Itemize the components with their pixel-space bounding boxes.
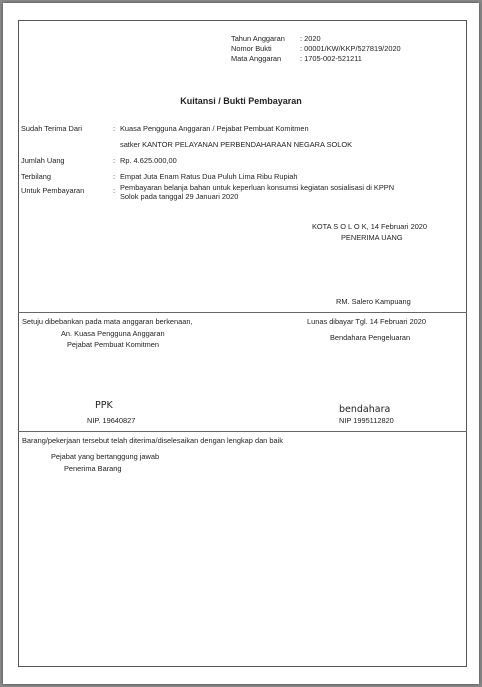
jumlah-label: Jumlah Uang <box>21 156 65 165</box>
receiver-name: RM. Salero Kampuang <box>336 297 411 306</box>
document-title: Kuitansi / Bukti Pembayaran <box>180 96 302 106</box>
tahun-value: : 2020 <box>300 34 321 43</box>
divider-goods <box>18 431 467 432</box>
mata-label: Mata Anggaran <box>231 54 282 63</box>
terbilang-value: Empat Juta Enam Ratus Dua Puluh Lima Ribu Rupiah <box>120 172 298 181</box>
place-date: KOTA S O L O K, 14 Februari 2020 <box>312 222 428 231</box>
jumlah-sep: : <box>113 156 116 165</box>
tahun-label: Tahun Anggaran <box>231 34 285 43</box>
approval-left-line1: Setuju dibebankan pada mata anggaran berkenaan, <box>22 317 193 326</box>
untuk-label: Untuk Pembayaran <box>21 186 85 195</box>
goods-line1: Barang/pekerjaan tersebut telah diterima/diselesaikan dengan lengkap dan baik <box>22 436 283 445</box>
bukti-value: : 00001/KW/KKP/527819/2020 <box>300 44 401 53</box>
terbilang-sep: : <box>113 172 116 181</box>
bendahara-nip: NIP 1995112820 <box>339 416 394 425</box>
approval-right-line1: Lunas dibayar Tgl. 14 Februari 2020 <box>307 317 427 326</box>
goods-line3: Penerima Barang <box>64 464 122 473</box>
ppk-nip: NIP. 19640827 <box>87 416 136 425</box>
divider-approval <box>18 312 467 313</box>
ppk-signature: PPK <box>95 400 113 411</box>
receipt-page <box>3 3 479 684</box>
goods-line2: Pejabat yang bertanggung jawab <box>51 452 160 461</box>
terbilang-label: Terbilang <box>21 172 51 181</box>
receiver-role: PENERIMA UANG <box>341 233 403 242</box>
untuk-value-line1: Pembayaran belanja bahan untuk keperluan konsumsi kegiatan sosialisasi di KPPN <box>120 183 395 192</box>
jumlah-value: Rp. 4.625.000,00 <box>120 156 177 165</box>
satker-value: satker KANTOR PELAYANAN PERBENDAHARAAN NEGARA SOLOK <box>120 140 353 149</box>
mata-value: : 1705-002-521211 <box>300 54 362 63</box>
terima-sep: : <box>113 124 116 133</box>
approval-left-line3: Pejabat Pembuat Komitmen <box>67 340 160 349</box>
bukti-label: Nomor Bukti <box>231 44 272 53</box>
terima-label: Sudah Terima Dari <box>21 124 83 133</box>
approval-left-line2: An. Kuasa Pengguna Anggaran <box>61 329 165 338</box>
untuk-sep: : <box>113 186 116 195</box>
untuk-value-line2: Solok pada tanggal 29 Januari 2020 <box>120 192 239 201</box>
approval-right-line2: Bendahara Pengeluaran <box>330 333 411 342</box>
terima-value: Kuasa Pengguna Anggaran / Pejabat Pembuat Komitmen <box>120 124 309 133</box>
bendahara-signature: bendahara <box>339 404 391 415</box>
